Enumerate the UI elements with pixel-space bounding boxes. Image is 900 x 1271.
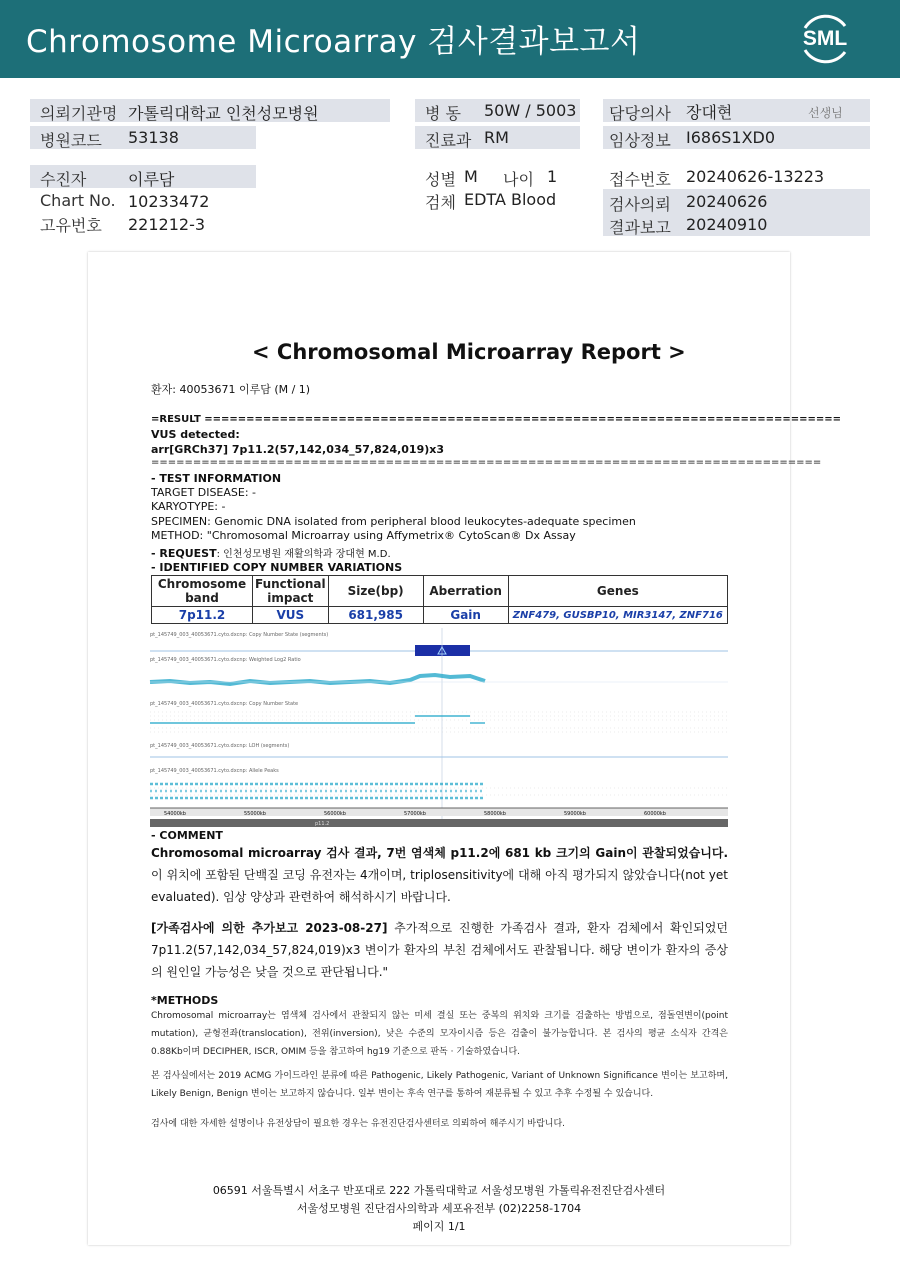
table-row — [152, 607, 728, 624]
dept-label: 진료과 — [425, 131, 472, 150]
doctor-label: 담당의사 — [609, 104, 671, 123]
request-value: : 인천성모병원 재활의학과 장대현 M.D. — [216, 549, 391, 560]
doctor-value: 장대현 — [686, 103, 733, 122]
header-bar — [0, 0, 900, 78]
th-impact: Functional impact — [253, 576, 329, 607]
band-label: p11.2 — [315, 821, 330, 827]
cnv-table — [151, 575, 728, 624]
chart-value: 10233472 — [128, 192, 210, 211]
cell-genes: ZNF479, GUSBP10, MIR3147, ZNF716 — [508, 607, 727, 624]
target-disease: TARGET DISEASE: - — [151, 486, 256, 499]
chromosome-band-bar — [150, 819, 728, 827]
track-label-5: pt_145749_003_40053671.cyto.dxcnp: Allele Peaks — [150, 768, 279, 774]
institution-label: 의뢰기관명 — [40, 104, 118, 123]
clinical-value: I686S1XD0 — [686, 128, 776, 147]
age-label: 나이 — [503, 170, 534, 189]
doctor-suffix: 선생님 — [808, 106, 843, 120]
unique-label: 고유번호 — [40, 216, 102, 235]
footer-address: 06591 서울특별시 서초구 반포대로 222 가톨릭대학교 서울성모병원 가톨릭유전진단검사센터 — [212, 1184, 666, 1197]
th-band: Chromosome band — [152, 576, 253, 607]
cnv-table-header-row — [152, 576, 728, 607]
comment-heading: - COMMENT — [151, 829, 223, 842]
comment-paragraph-1 — [151, 842, 728, 908]
axis-tick-7: 60000kb — [644, 811, 666, 817]
axis-tick-5: 58000kb — [484, 811, 506, 817]
age-value: 1 — [547, 167, 558, 186]
specimen-info: SPECIMEN: Genomic DNA isolated from peripheral blood leukocytes-adequate specimen — [151, 515, 636, 528]
th-size: Size(bp) — [328, 576, 423, 607]
vus-label: VUS detected: — [151, 428, 240, 441]
cnv-heading: - IDENTIFIED COPY NUMBER VARIATIONS — [151, 561, 403, 574]
track-label-3: pt_145749_003_40053671.cyto.dxcnp: Copy Number State — [150, 701, 299, 707]
result-header: =RESULT ============================================================================ — [151, 414, 842, 425]
axis-tick-2: 55000kb — [244, 811, 266, 817]
track-label-2: pt_145749_003_40053671.cyto.dxcnp: Weighted Log2 Ratio — [150, 657, 301, 663]
page-title: Chromosome Microarray 검사결과보고서 — [26, 24, 641, 60]
hospital-code-label: 병원코드 — [40, 131, 102, 150]
methods-heading: *METHODS — [151, 994, 219, 1007]
track-label-4: pt_145749_003_40053671.cyto.dxcnp: LOH (segments) — [150, 743, 290, 749]
result-date-label: 결과보고 — [609, 218, 671, 237]
specimen-value: EDTA Blood — [464, 190, 557, 209]
report-title: < Chromosomal Microarray Report > — [252, 340, 686, 364]
result-separator: ================================================================================ — [151, 457, 822, 468]
methods-paragraph-1: Chromosomal microarray는 염색체 검사에서 관찰되지 않는 미세 결실 또는 중복의 위치와 크기를 검출하는 방법으로, 점돌연변이(point mutation), 균형전좌(translocation), 전위(inversion), 낮은 수준의 모자이시즘 등은 검출이 불가능합니다. 본 검사의 평균 소식자 간격은 0.88Kb이며 DECIPHER, ISCR, OMIM 등을 참고하여 hg19 기준으로 판독 · 기술하였습니다. — [151, 1011, 728, 1057]
request-date-value: 20240626 — [686, 192, 768, 211]
hospital-code-value: 53138 — [128, 128, 179, 147]
footer-department: 서울성모병원 진단검사의학과 세포유전부 (02)2258-1704 — [296, 1202, 582, 1215]
karyotype: KARYOTYPE: - — [151, 500, 226, 513]
sex-value: M — [464, 167, 478, 186]
result-date-value: 20240910 — [686, 215, 768, 234]
cnv-plot-svg — [150, 628, 728, 828]
specimen-label: 검체 — [425, 193, 456, 212]
axis-tick-4: 57000kb — [404, 811, 426, 817]
arr-nomenclature: arr[GRCh37] 7p11.2(57,142,034_57,824,019)x3 — [151, 443, 445, 456]
sex-label: 성별 — [425, 170, 456, 189]
th-aberration: Aberration — [423, 576, 508, 607]
request-label: - REQUEST — [151, 547, 217, 560]
comment-p1-rest: 이 위치에 포함된 단백질 코딩 유전자는 4개이며, triplosensitivity에 대해 아직 평가되지 않았습니다(not yet evaluated). 임상 양상과 관련하여 해석하시기 바랍니다. — [151, 868, 728, 904]
dept-value: RM — [484, 128, 509, 147]
institution-value: 가톨릭대학교 인천성모병원 — [128, 104, 319, 123]
sml-logo — [797, 12, 853, 66]
methods-paragraph-3: 검사에 대한 자세한 설명이나 유전상담이 필요한 경우는 유전진단검사센터로 의뢰하여 해주시기 바랍니다. — [151, 1119, 566, 1129]
ward-label: 병 동 — [425, 104, 461, 123]
receipt-value: 20240626-13223 — [686, 167, 825, 186]
clinical-label: 임상정보 — [609, 131, 671, 150]
track-label-1: pt_145749_003_40053671.cyto.dxcnp: Copy Number State (segments) — [150, 632, 329, 638]
receipt-label: 접수번호 — [609, 170, 671, 189]
chart-label: Chart No. — [40, 191, 116, 210]
test-info-heading: - TEST INFORMATION — [151, 472, 282, 485]
cell-band: 7p11.2 — [152, 607, 253, 624]
th-genes: Genes — [508, 576, 727, 607]
footer-page-number: 페이지 1/1 — [412, 1220, 466, 1233]
unique-value: 221212-3 — [128, 215, 206, 234]
axis-tick-3: 56000kb — [324, 811, 346, 817]
axis-bar — [150, 808, 728, 816]
cnv-plot — [150, 628, 728, 828]
axis-tick-6: 59000kb — [564, 811, 586, 817]
comment-p2-bold: [가족검사에 의한 추가보고 2023-08-27] — [151, 921, 388, 935]
comment-paragraph-2 — [151, 917, 728, 983]
patient-label: 수진자 — [40, 170, 87, 189]
cell-size: 681,985 — [328, 607, 423, 624]
ward-value: 50W / 5003 — [484, 101, 577, 120]
method-info: METHOD: "Chromosomal Microarray using Affymetrix® CytoScan® Dx Assay — [151, 529, 576, 542]
report-patient-line: 환자: 40053671 이루담 (M / 1) — [151, 383, 311, 396]
axis-tick-1: 54000kb — [164, 811, 186, 817]
comment-p2-rest: 추가적으로 진행한 가족검사 결과, 환자 검체에서 확인되었던 7p11.2(57,142,034_57,824,019)x3 변이가 환자의 부친 검체에서도 관찰됩니다. 해당 변이가 환자의 증상의 원인일 가능성은 낮을 것으로 판단됩니다." — [151, 921, 728, 979]
logo-text: SML — [802, 27, 848, 50]
cell-impact: VUS — [253, 607, 329, 624]
request-line — [151, 545, 391, 560]
comment-p1-bold: Chromosomal microarray 검사 결과, 7번 염색체 p11.2에 681 kb 크기의 Gain이 관찰되었습니다. — [151, 846, 728, 860]
methods-paragraph-2: 본 검사실에서는 2019 ACMG 가이드라인 분류에 따른 Pathogenic, Likely Pathogenic, Variant of Unknown Significance 변이는 보고하며, Likely Benign, Benign 변이는 보고하지 않습니다. 일부 변이는 후속 연구를 통하여 재분류될 수 있고 추후 수정될 수 있습니다. — [151, 1071, 728, 1099]
patient-value: 이루담 — [128, 170, 175, 189]
cell-aberration: Gain — [423, 607, 508, 624]
request-date-label: 검사의뢰 — [609, 195, 671, 214]
